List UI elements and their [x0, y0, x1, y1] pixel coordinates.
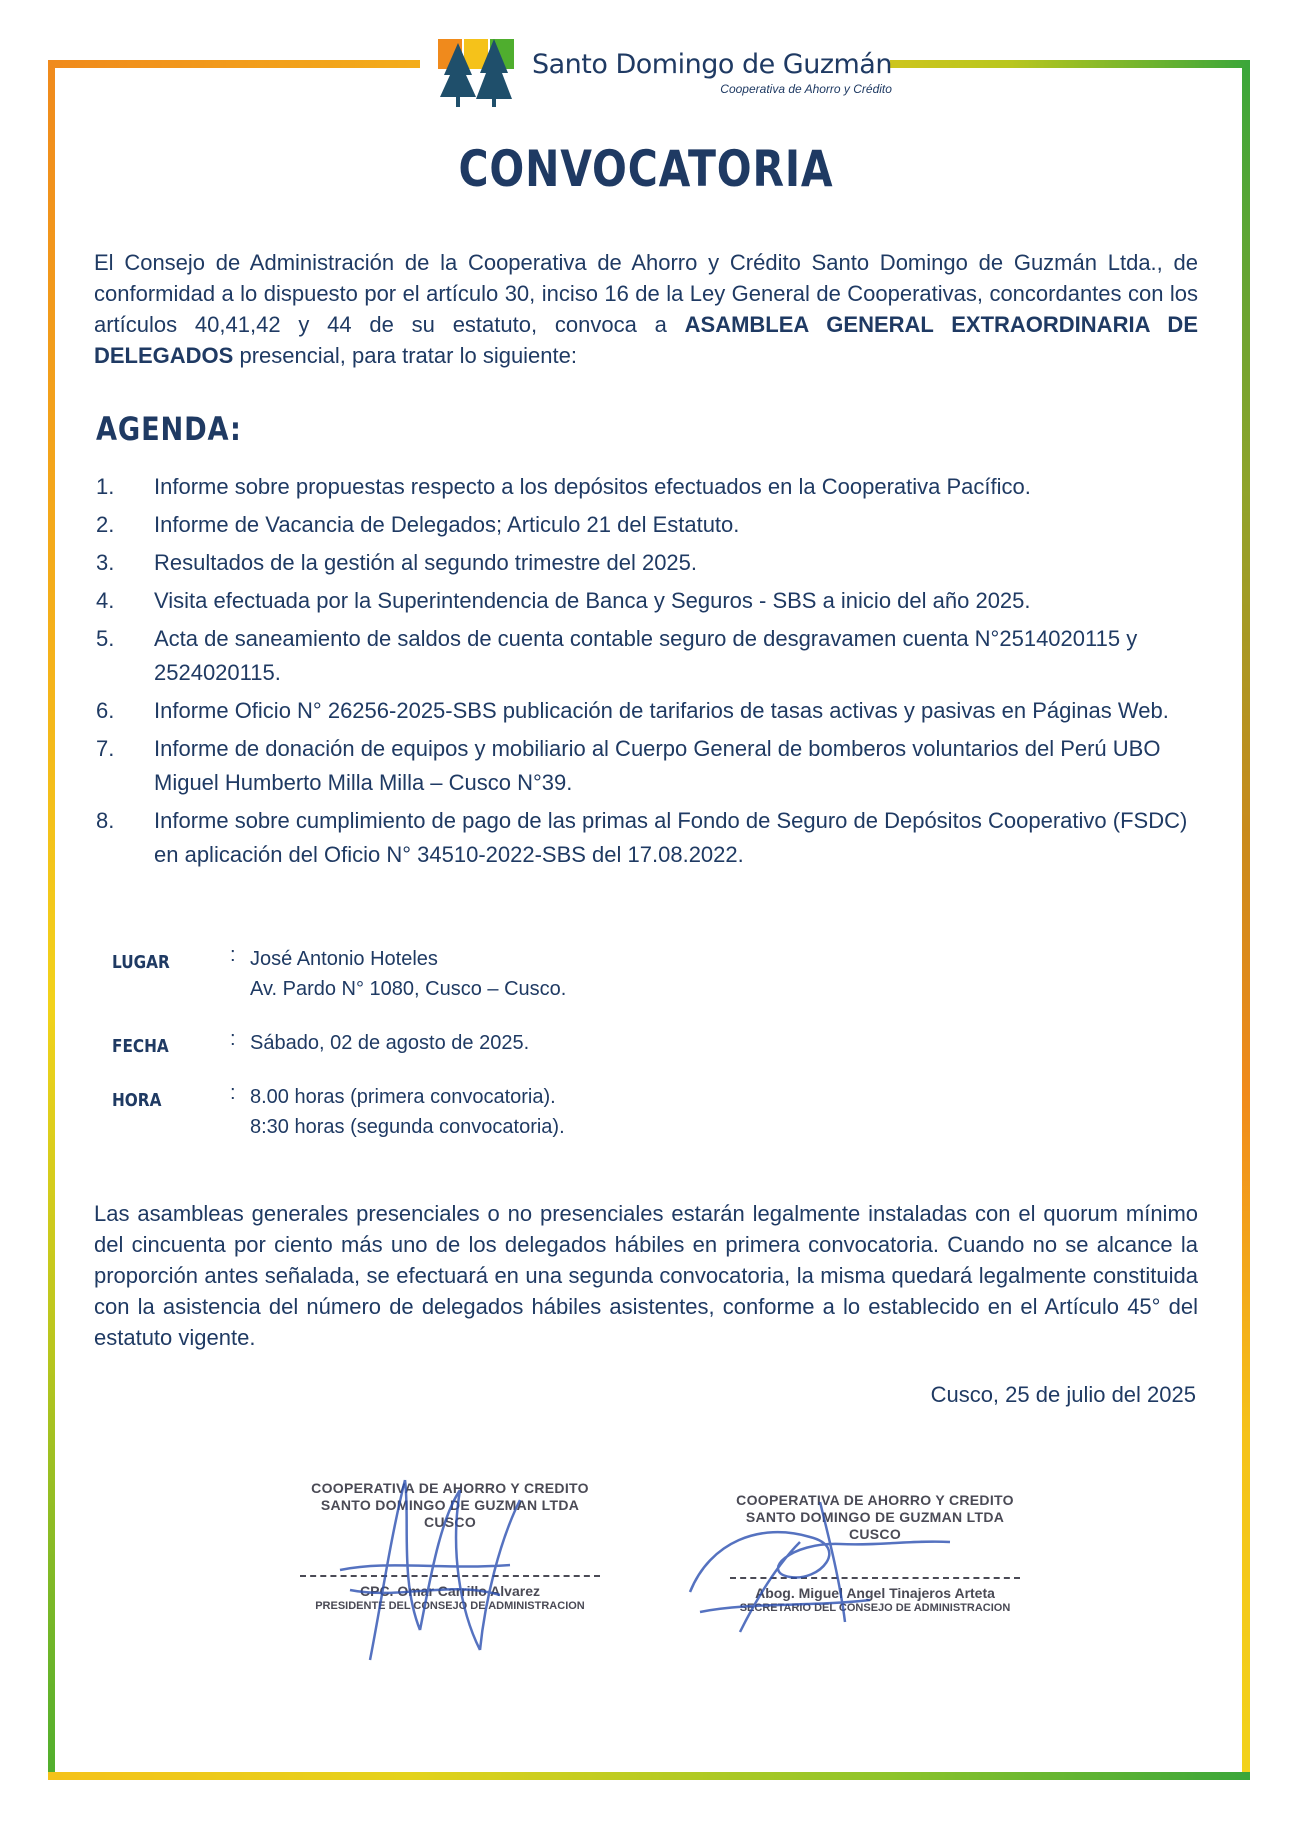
- signature-stamp-line2: SANTO DOMINGO DE GUZMAN LTDA CUSCO: [320, 1497, 580, 1530]
- org-subtitle: Cooperativa de Ahorro y Crédito: [720, 81, 892, 96]
- agenda-item: [96, 622, 1206, 690]
- fecha-value: Sábado, 02 de agosto de 2025.: [250, 1032, 530, 1054]
- frame-right-border: [1242, 60, 1250, 1780]
- agenda-item: [96, 694, 1206, 728]
- agenda-item-number: 7.: [96, 736, 115, 761]
- signature-scribble-icon: [310, 1460, 550, 1680]
- signature-role: SECRETARIO DEL CONSEJO DE ADMINISTRACION: [739, 1602, 1011, 1614]
- agenda-item: [96, 732, 1206, 800]
- agenda-title: AGENDA:: [96, 410, 242, 448]
- intro-assembly-name: ASAMBLEA GENERAL EXTRAORDINARIA DE DELEGADOS: [94, 312, 1198, 368]
- fecha-label: FECHA: [112, 1036, 169, 1057]
- fecha-row: [112, 1028, 912, 1058]
- org-name: Santo Domingo de Guzmán: [532, 48, 892, 80]
- agenda-item-text: Informe sobre propuestas respecto a los depósitos efectuados en la Cooperativa Pacífico.: [154, 474, 1031, 499]
- header-logo: [420, 30, 890, 114]
- signature-scribble-icon: [670, 1482, 990, 1652]
- frame-bottom-border: [48, 1772, 1250, 1780]
- agenda-item-text: Resultados de la gestión al segundo trimestre del 2025.: [154, 550, 698, 575]
- agenda-item: [96, 546, 1206, 580]
- signature-stamp-line2: SANTO DOMINGO DE GUZMAN LTDA CUSCO: [745, 1509, 1005, 1542]
- signature-block-secretary: [730, 1492, 1020, 1614]
- agenda-item: [96, 470, 1206, 504]
- signature-name: Abog. Miguel Angel Tinajeros Arteta: [755, 1585, 995, 1601]
- lugar-line1: José Antonio Hoteles: [250, 948, 438, 970]
- agenda-item-number: 3.: [96, 550, 115, 575]
- agenda-item-number: 4.: [96, 588, 115, 613]
- agenda-item-number: 1.: [96, 474, 115, 499]
- agenda-item-number: 5.: [96, 626, 115, 651]
- agenda-item: [96, 508, 1206, 542]
- agenda-list: [96, 470, 1206, 876]
- agenda-item-text: Acta de saneamiento de saldos de cuenta contable seguro de desgravamen cuenta N°2514020115 y 2524020115.: [154, 626, 1138, 685]
- signature-role: PRESIDENTE DEL CONSEJO DE ADMINISTRACION: [315, 1600, 585, 1612]
- lugar-label: LUGAR: [112, 952, 170, 973]
- agenda-item-number: 8.: [96, 808, 115, 833]
- hora-row: [112, 1082, 912, 1142]
- signature-name: CPC. Omar Carrillo Alvarez: [360, 1583, 540, 1599]
- agenda-item-text: Informe sobre cumplimiento de pago de las primas al Fondo de Seguro de Depósitos Cooperativo (FSDC) en aplicación del Oficio N° 34510-2022-SBS del 17.08.2022.: [154, 808, 1188, 867]
- page-title: CONVOCATORIA: [458, 140, 834, 198]
- agenda-item-text: Informe Oficio N° 26256-2025-SBS publicación de tarifarios de tasas activas y pasivas en Páginas Web.: [154, 698, 1169, 723]
- hora-colon: :: [230, 1082, 236, 1104]
- fecha-colon: :: [230, 1028, 236, 1050]
- agenda-item-number: 6.: [96, 698, 115, 723]
- lugar-colon: :: [230, 944, 236, 966]
- intro-text-1: El Consejo de Administración de la Cooperativa de Ahorro y Crédito Santo Domingo de Guzmán Ltda., de conformidad a lo dispuesto por el artículo 30, inciso 16 de la Ley General de Cooperativas, concordantes con los artículos 40,41,42 y 44 de su estatuto, convoca a: [94, 250, 1198, 337]
- lugar-row: [112, 944, 912, 1004]
- agenda-item-text: Visita efectuada por la Superintendencia de Banca y Seguros - SBS a inicio del año 2025.: [154, 588, 1031, 613]
- agenda-item-text: Informe de Vacancia de Delegados; Articulo 21 del Estatuto.: [154, 512, 740, 537]
- agenda-item-number: 2.: [96, 512, 115, 537]
- lugar-line2: Av. Pardo N° 1080, Cusco – Cusco.: [250, 978, 567, 1000]
- intro-text-2: presencial, para tratar lo siguiente:: [233, 343, 577, 368]
- signature-stamp-line1: COOPERATIVA DE AHORRO Y CREDITO: [736, 1492, 1014, 1508]
- hora-label: HORA: [112, 1090, 162, 1111]
- closing-paragraph: Las asambleas generales presenciales o no presenciales estarán legalmente instaladas con el quorum mínimo del cincuenta por ciento más uno de los delegados hábiles en primera convocatoria. Cuando no se alcance la proporción antes señalada, se efectuará en una segunda convocatoria, la misma quedará legalmente constituida con la asistencia del número de delegados hábiles asistentes, conforme a lo establecido en el Artículo 45° del estatuto vigente.: [94, 1201, 1198, 1350]
- tree-logo-icon: [436, 35, 520, 109]
- agenda-item: [96, 804, 1206, 872]
- agenda-item-text: Informe de donación de equipos y mobiliario al Cuerpo General de bomberos voluntarios del Perú UBO Miguel Humberto Milla Milla – Cusco N°39.: [154, 736, 1161, 795]
- agenda-item: [96, 584, 1206, 618]
- hora-line2: 8:30 horas (segunda convocatoria).: [250, 1116, 565, 1138]
- place-date: Cusco, 25 de julio del 2025: [930, 1382, 1196, 1407]
- intro-paragraph: [94, 247, 1198, 371]
- signature-block-president: [300, 1480, 600, 1612]
- meeting-details: [112, 944, 912, 1166]
- signature-stamp-line1: COOPERATIVA DE AHORRO Y CREDITO: [311, 1480, 589, 1496]
- hora-line1: 8.00 horas (primera convocatoria).: [250, 1086, 556, 1108]
